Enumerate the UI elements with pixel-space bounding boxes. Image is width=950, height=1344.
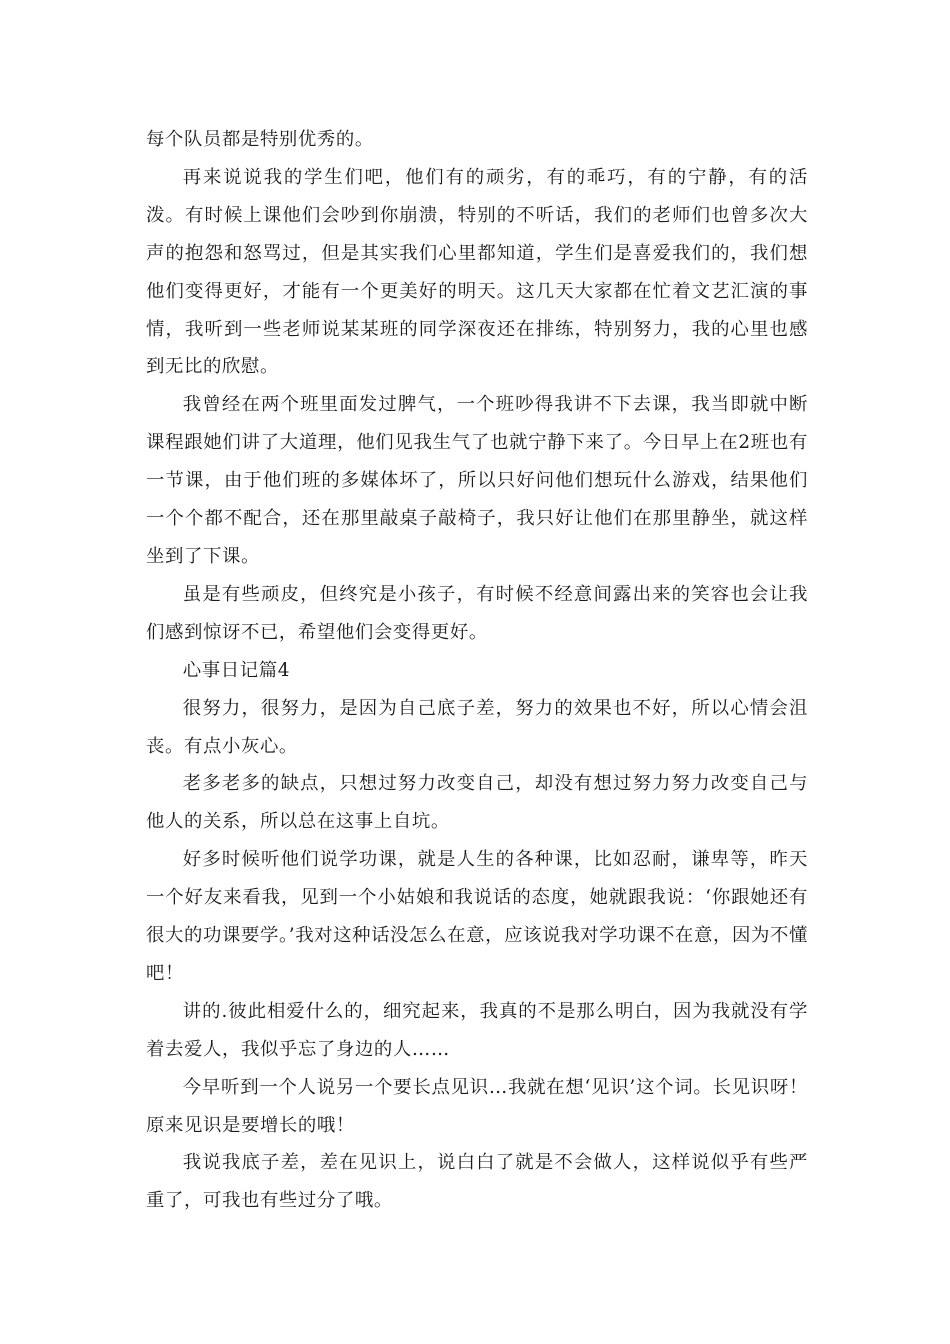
section-heading: 心事日记篇4 — [182, 659, 291, 681]
paragraph-3: 我曾经在两个班里面发过脾气，一个班吵得我讲不下去课，我当即就中断课程跟她们讲了大道理，他们见我生气了也就宁静下来了。今日早上在2班也有一节课，由于他们班的多媒体坏了，所以只好问他们想玩什么游戏，结果他们一个个都不配合，还在那里敲桌子敲椅子，我只好让他们在那里静坐，就这样坐到了下课。 — [146, 394, 808, 567]
paragraph-7: 好多时候听他们说学功课，就是人生的各种课，比如忍耐，谦卑等，昨天一个好友来看我，见到一个小姑娘和我说话的态度，她就跟我说：‘你跟她还有很大的功课要学。’我对这种话没怎么在意，应该说我对学功课不在意，因为不懂吧！ — [146, 849, 808, 984]
paragraph-4: 虽是有些顽皮，但终究是小孩子，有时候不经意间露出来的笑容也会让我们感到惊讶不已，希望他们会变得更好。 — [146, 583, 808, 643]
paragraph-5: 很努力，很努力，是因为自己底子差，努力的效果也不好，所以心情会沮丧。有点小灰心。 — [146, 697, 808, 757]
paragraph-8: 讲的.彼此相爱什么的，细究起来，我真的不是那么明白，因为我就没有学着去爱人，我似乎忘了身边的人…… — [146, 1000, 808, 1060]
paragraph-1: 每个队员都是特别优秀的。 — [146, 129, 374, 150]
document-body — [146, 121, 808, 1220]
paragraph-2: 再来说说我的学生们吧，他们有的顽劣，有的乖巧，有的宁静，有的活泼。有时候上课他们会吵到你崩溃，特别的不听话，我们的老师们也曾多次大声的抱怨和怒骂过，但是其实我们心里都知道，学生们是喜爱我们的，我们想他们变得更好，才能有一个更美好的明天。这几天大家都在忙着文艺汇演的事情，我听到一些老师说某某班的同学深夜还在排练，特别努力，我的心里也感到无比的欣慰。 — [146, 166, 808, 378]
paragraph-6: 老多老多的缺点，只想过努力改变自己，却没有想过努力努力改变自己与他人的关系，所以总在这事上自坑。 — [146, 773, 808, 833]
paragraph-10: 我说我底子差，差在见识上，说白白了就是不会做人，这样说似乎有些严重了，可我也有些过分了哦。 — [146, 1152, 808, 1212]
paragraph-9: 今早听到一个人说另一个要长点见识…我就在想‘见识’这个词。长见识呀！原来见识是要增长的哦！ — [146, 1076, 808, 1136]
